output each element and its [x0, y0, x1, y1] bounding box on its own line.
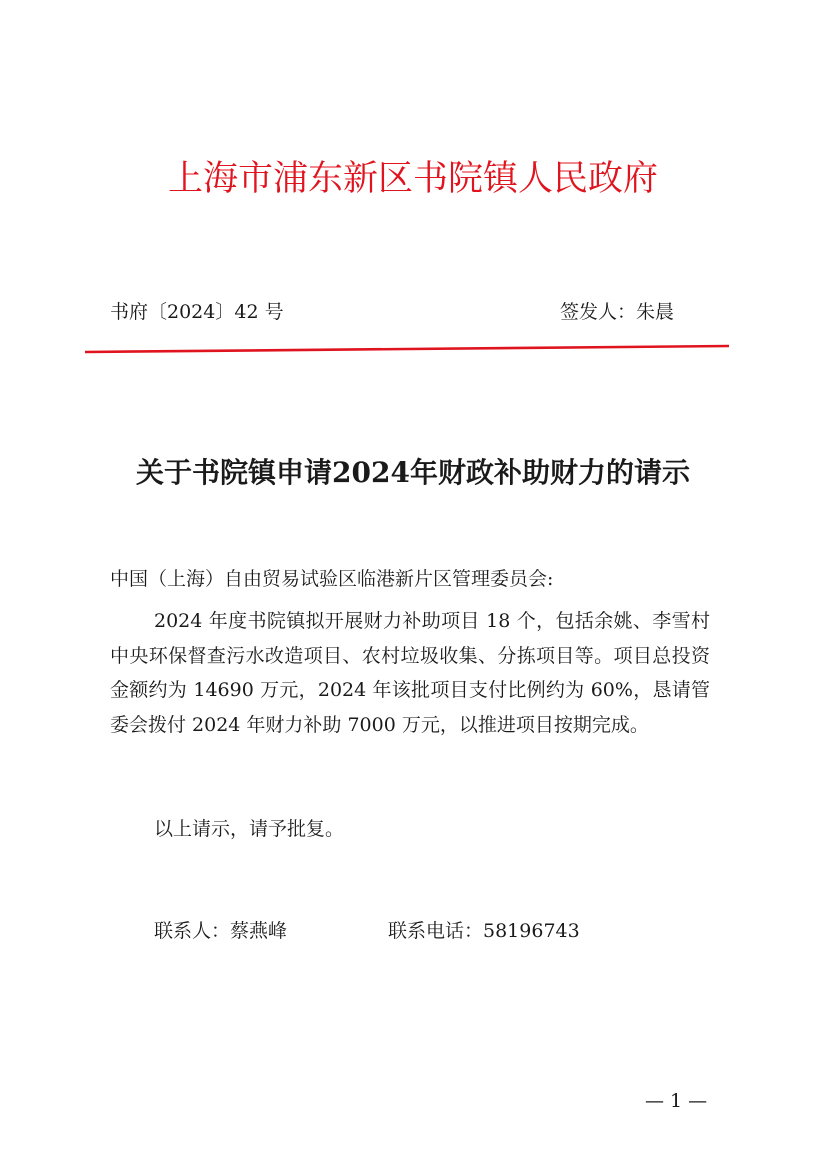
- page-number: — 1 —: [645, 1090, 708, 1112]
- contact-person: 联系人：蔡燕峰: [154, 920, 288, 942]
- body-paragraph: 2024 年度书院镇拟开展财力补助项目 18 个，包括余姚、李雪村中央环保督查污水改造项目、农村垃圾收集、分拣项目等。项目总投资金额约为 14690 万元，2024 年该批项目支付比例约为 60%，恳请管委会拨付 2024 年财力补助 7000 万元，以推进项目按期完成。: [110, 610, 710, 736]
- document-title: 关于书院镇申请2024年财政补助财力的请示: [136, 456, 690, 489]
- document-number: 书府〔2024〕42 号: [110, 301, 284, 323]
- contact-phone: 联系电话：58196743: [388, 920, 580, 942]
- closing-line: 以上请示，请予批复。: [154, 818, 345, 840]
- recipient-line: 中国（上海）自由贸易试验区临港新片区管理委员会:: [110, 568, 554, 590]
- issuer-header: 上海市浦东新区书院镇人民政府: [167, 159, 658, 199]
- signer: 签发人：朱晨: [560, 301, 675, 323]
- red-separator-line: [85, 337, 729, 363]
